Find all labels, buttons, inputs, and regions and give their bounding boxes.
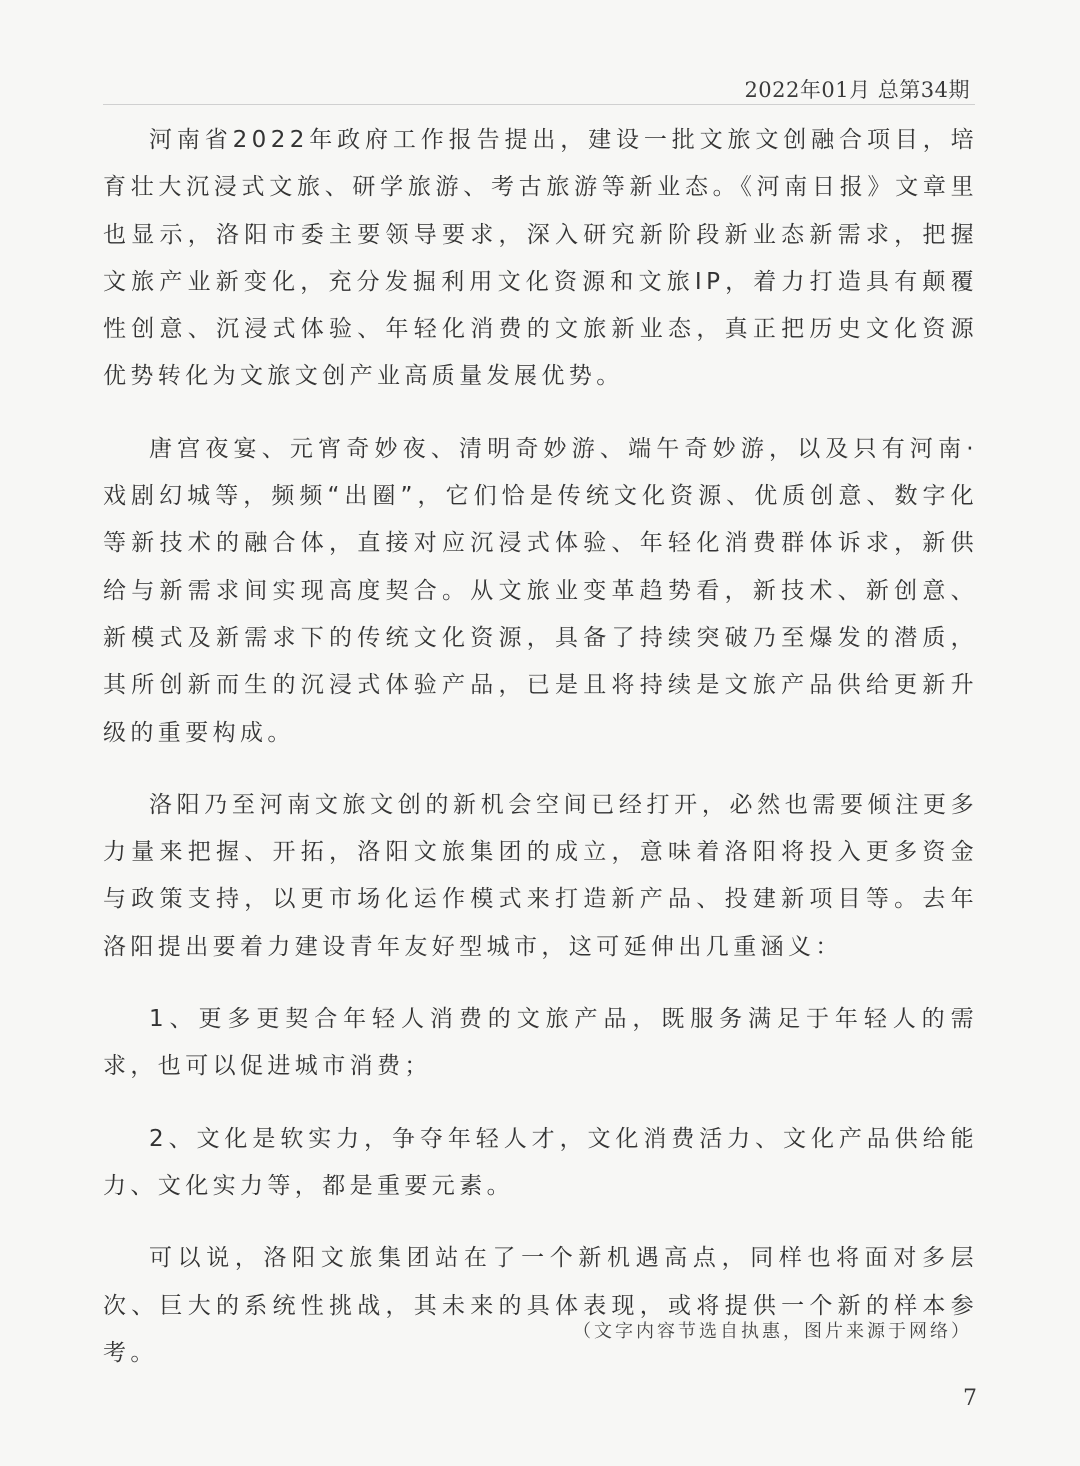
source-note: （文字内容节选自执惠，图片来源于网络） (573, 1321, 972, 1342)
paragraph-6: 可以说，洛阳文旅集团站在了一个新机遇高点，同样也将面对多层次、巨大的系统性挑战，其未来的具体表现，或将提供一个新的样本参考。 (103, 1245, 978, 1366)
paragraph-4: 1、更多更契合年轻人消费的文旅产品，既服务满足于年轻人的需求，也可以促进城市消费； (103, 1006, 978, 1080)
paragraph-2: 唐宫夜宴、元宵奇妙夜、清明奇妙游、端午奇妙游，以及只有河南·戏剧幻城等，频频“出圈”，它们恰是传统文化资源、优质创意、数字化等新技术的融合体，直接对应沉浸式体验、年轻化消费群体诉求，新供给与新需求间实现高度契合。从文旅业变革趋势看，新技术、新创意、新模式及新需求下的传统文化资源，具备了持续突破乃至爆发的潜质，其所创新而生的沉浸式体验产品，已是且将持续是文旅产品供给更新升级的重要构成。 (103, 435, 978, 746)
article-body (103, 117, 978, 1377)
page-header (103, 70, 975, 105)
issue-label: 2022年01月 总第34期 (744, 78, 970, 102)
paragraph-3: 洛阳乃至河南文旅文创的新机会空间已经打开，必然也需要倾注更多力量来把握、开拓，洛阳文旅集团的成立，意味着洛阳将投入更多资金与政策支持，以更市场化运作模式来打造新产品、投建新项目等。去年洛阳提出要着力建设青年友好型城市，这可延伸出几重涵义： (103, 791, 978, 960)
paragraph-5: 2、文化是软实力，争夺年轻人才，文化消费活力、文化产品供给能力、文化实力等，都是重要元素。 (103, 1125, 978, 1199)
page-number: 7 (963, 1386, 977, 1411)
paragraph-1: 河南省2022年政府工作报告提出，建设一批文旅文创融合项目，培育壮大沉浸式文旅、研学旅游、考古旅游等新业态。《河南日报》文章里也显示，洛阳市委主要领导要求，深入研究新阶段新业态新需求，把握文旅产业新变化，充分发掘利用文化资源和文旅IP，着力打造具有颠覆性创意、沉浸式体验、年轻化消费的文旅新业态，真正把历史文化资源优势转化为文旅文创产业高质量发展优势。 (103, 127, 978, 390)
